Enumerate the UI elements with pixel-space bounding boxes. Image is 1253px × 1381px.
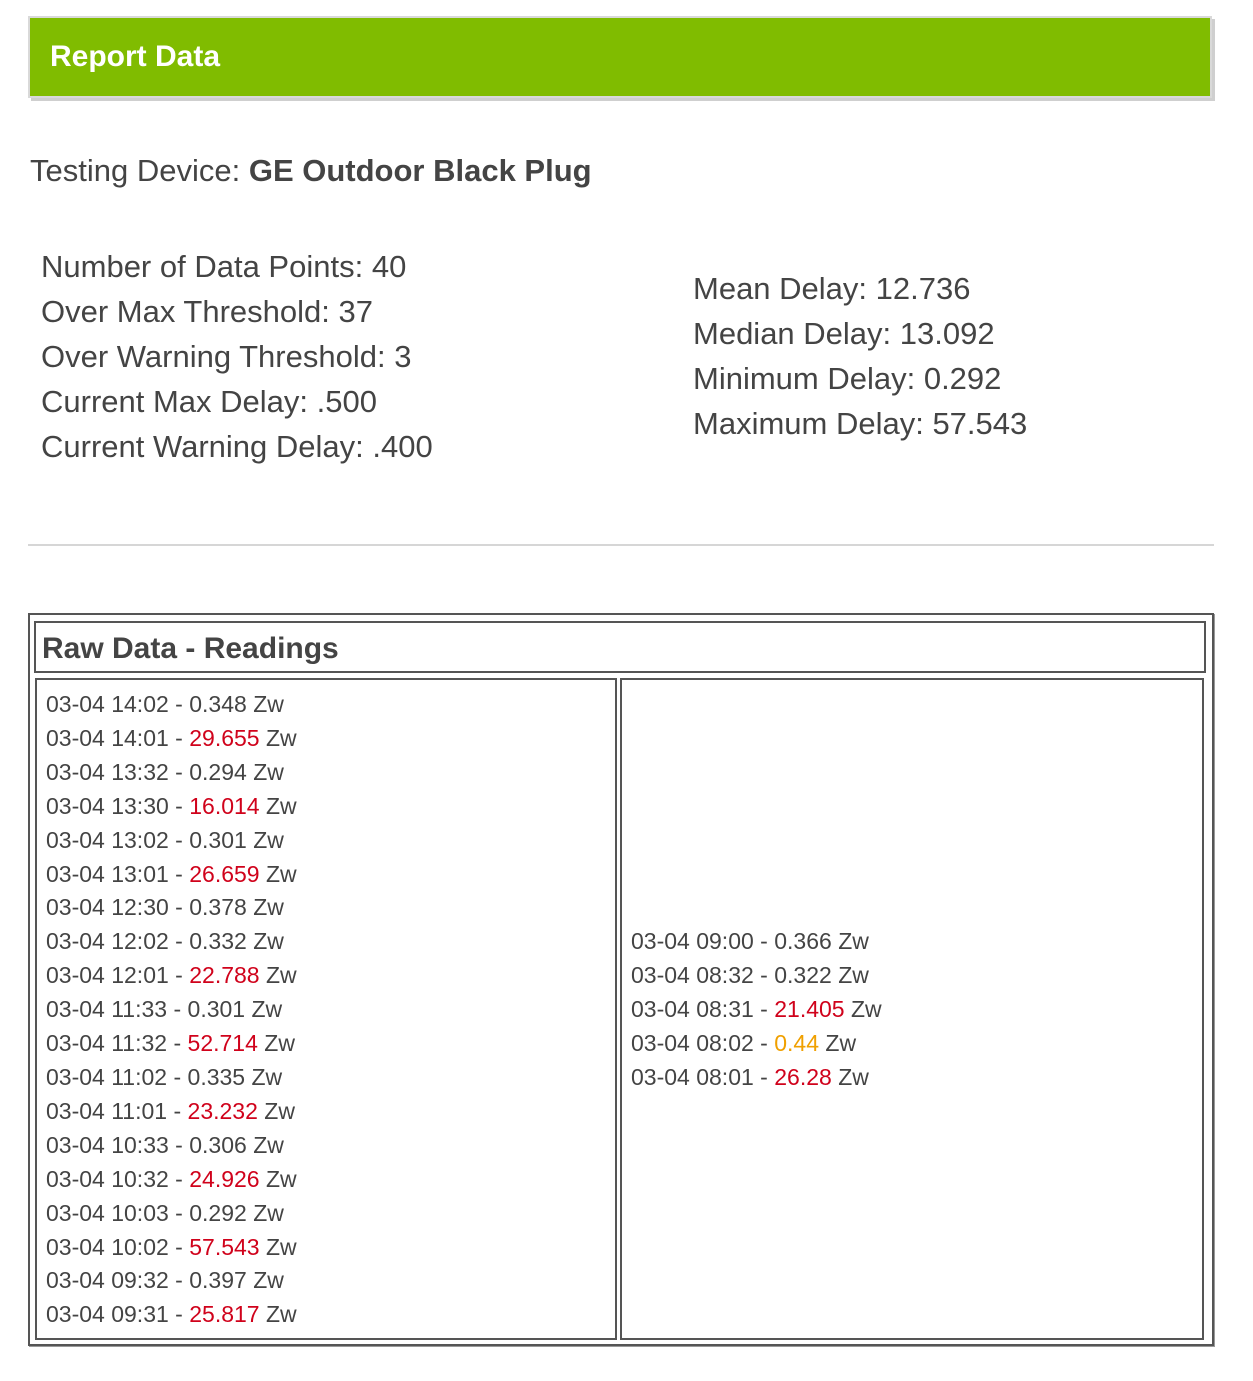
stat-value: 40 [371,249,407,284]
reading-time: 03-04 10:02 [46,1233,169,1260]
reading-unit: Zw [265,1233,297,1260]
stat-label: Number of Data Points: [41,249,372,284]
stat-label: Over Warning Threshold: [41,339,395,374]
stat-over-max-threshold [41,289,433,334]
reading-value: 0.306 [189,1131,247,1158]
reading-value: 0.322 [774,961,832,988]
stat-label: Minimum Delay: [693,361,924,396]
stat-label: Over Max Threshold: [41,294,339,329]
stats-left-panel [41,244,433,469]
reading-row: 03-04 09:00 - 0.366 Zw [631,928,869,954]
reading-row: 03-04 13:30 - 16.014 Zw [46,792,297,819]
readings-list-left [46,688,297,1332]
report-header [28,16,1212,98]
reading-value: 0.301 [187,996,246,1023]
reading-value: 0.292 [189,1199,247,1226]
stat-value: 3 [394,339,412,374]
reading-unit: Zw [265,724,297,751]
reading-time: 03-04 12:02 [46,928,169,955]
report-title: Report Data [50,40,221,73]
stat-label: Maximum Delay: [693,406,933,441]
stat-value: 0.292 [923,361,1002,396]
reading-time: 03-04 08:31 [631,995,754,1022]
reading-unit: Zw [251,1063,283,1090]
reading-row: 03-04 13:02 - 0.301 Zw [46,826,284,853]
reading-value: 26.659 [189,860,260,887]
reading-unit: Zw [253,826,284,853]
reading-row: 03-04 12:30 - 0.378 Zw [46,894,284,921]
reading-row: 03-04 11:33 - 0.301 Zw [46,996,283,1023]
reading-value: 24.926 [189,1165,260,1192]
reading-unit: Zw [251,996,283,1023]
reading-unit: Zw [253,1267,284,1294]
reading-row: 03-04 10:32 - 24.926 Zw [46,1165,297,1192]
reading-value: 16.014 [189,792,260,819]
stat-value: .500 [316,384,377,419]
stat-current-warning-delay [41,424,433,469]
reading-unit: Zw [265,1165,297,1192]
reading-row: 03-04 11:32 - 52.714 Zw [46,1030,295,1057]
readings-list-right [631,925,882,1095]
reading-row: 03-04 09:31 - 25.817 Zw [46,1301,297,1328]
testing-device-label: Testing Device: [30,153,249,188]
reading-row: 03-04 11:01 - 23.232 Zw [46,1097,295,1124]
reading-row: 03-04 10:02 - 57.543 Zw [46,1233,297,1260]
reading-value: 0.332 [189,928,247,955]
reading-value: 22.788 [189,962,260,989]
reading-row: 03-04 10:03 - 0.292 Zw [46,1199,284,1226]
reading-row: 03-04 08:31 - 21.405 Zw [631,995,882,1022]
reading-value: 0.366 [774,928,832,954]
readings-column-right [620,678,1204,1340]
reading-value: 0.301 [189,826,247,853]
reading-time: 03-04 08:01 [631,1063,754,1090]
reading-value: 25.817 [189,1301,260,1328]
reading-time: 03-04 10:32 [46,1165,169,1192]
reading-time: 03-04 10:03 [46,1199,169,1226]
reading-time: 03-04 08:32 [631,961,754,988]
reading-value: 26.28 [774,1063,832,1090]
readings-column-left [35,678,617,1340]
stat-minimum-delay [693,356,1027,401]
reading-value: 57.543 [189,1233,260,1260]
stat-current-max-delay [41,379,433,424]
reading-row: 03-04 12:01 - 22.788 Zw [46,962,297,989]
reading-time: 03-04 14:01 [46,724,169,751]
stat-label: Mean Delay: [693,271,876,306]
reading-time: 03-04 11:02 [46,1063,168,1090]
section-divider [28,544,1214,546]
reading-unit: Zw [264,1097,295,1124]
stat-maximum-delay [693,401,1027,446]
reading-time: 03-04 13:02 [46,826,169,853]
reading-time: 03-04 12:01 [46,962,169,989]
reading-unit: Zw [253,1199,284,1226]
raw-data-title-cell [34,621,1206,673]
reading-time: 03-04 09:00 [631,928,754,954]
reading-unit: Zw [838,1063,869,1090]
reading-unit: Zw [850,995,882,1022]
stat-value: .400 [372,429,433,464]
reading-row: 03-04 09:32 - 0.397 Zw [46,1267,284,1294]
reading-value: 21.405 [774,995,845,1022]
reading-row: 03-04 12:02 - 0.332 Zw [46,928,284,955]
testing-device-line [30,153,592,189]
stat-value: 13.092 [899,316,995,351]
testing-device-name: GE Outdoor Black Plug [248,153,592,188]
reading-unit: Zw [265,962,297,989]
stat-over-warning-threshold [41,334,433,379]
reading-time: 03-04 13:32 [46,758,169,785]
stat-median-delay [693,311,1027,356]
reading-row: 03-04 13:32 - 0.294 Zw [46,758,284,785]
reading-unit: Zw [825,1029,857,1056]
reading-time: 03-04 08:02 [631,1029,754,1056]
reading-unit: Zw [253,691,284,717]
stats-right-panel [693,266,1027,446]
reading-value: 0.335 [187,1063,246,1090]
reading-unit: Zw [838,961,869,988]
reading-time: 03-04 14:02 [46,691,169,717]
stat-value: 12.736 [875,271,971,306]
reading-value: 0.348 [189,691,247,717]
reading-row: 03-04 08:01 - 26.28 Zw [631,1063,869,1090]
raw-data-title: Raw Data - Readings [42,632,339,665]
reading-unit: Zw [264,1030,295,1057]
reading-row: 03-04 14:01 - 29.655 Zw [46,724,297,751]
reading-value: 52.714 [187,1030,258,1057]
stat-label: Current Max Delay: [41,384,317,419]
reading-value: 23.232 [187,1097,258,1124]
reading-row: 03-04 08:32 - 0.322 Zw [631,961,869,988]
stat-value: 37 [338,294,373,329]
reading-time: 03-04 13:30 [46,792,169,819]
reading-value: 0.44 [774,1029,819,1056]
reading-row: 03-04 14:02 - 0.348 Zw [46,691,284,717]
reading-time: 03-04 09:32 [46,1267,169,1294]
reading-unit: Zw [265,1301,297,1328]
reading-unit: Zw [838,928,869,954]
reading-time: 03-04 11:33 [46,996,168,1023]
stat-label: Current Warning Delay: [41,429,373,464]
reading-unit: Zw [265,792,297,819]
reading-unit: Zw [253,894,284,921]
stat-mean-delay [693,266,1027,311]
reading-unit: Zw [265,860,297,887]
reading-unit: Zw [253,758,284,785]
reading-unit: Zw [253,1131,284,1158]
reading-time: 03-04 10:33 [46,1131,169,1158]
reading-time: 03-04 11:32 [46,1030,168,1057]
raw-data-table [28,613,1214,1346]
stat-label: Median Delay: [693,316,900,351]
reading-time: 03-04 09:31 [46,1301,169,1328]
reading-value: 0.378 [189,894,247,921]
reading-value: 0.294 [189,758,247,785]
reading-time: 03-04 11:01 [46,1097,168,1124]
reading-row: 03-04 13:01 - 26.659 Zw [46,860,297,887]
reading-row: 03-04 11:02 - 0.335 Zw [46,1063,283,1090]
stat-value: 57.543 [932,406,1028,441]
reading-value: 29.655 [189,724,260,751]
reading-time: 03-04 12:30 [46,894,169,921]
reading-row: 03-04 08:02 - 0.44 Zw [631,1029,857,1056]
reading-value: 0.397 [189,1267,247,1294]
reading-time: 03-04 13:01 [46,860,169,887]
reading-unit: Zw [253,928,284,955]
stat-number-of-data-points [41,244,433,289]
reading-row: 03-04 10:33 - 0.306 Zw [46,1131,284,1158]
